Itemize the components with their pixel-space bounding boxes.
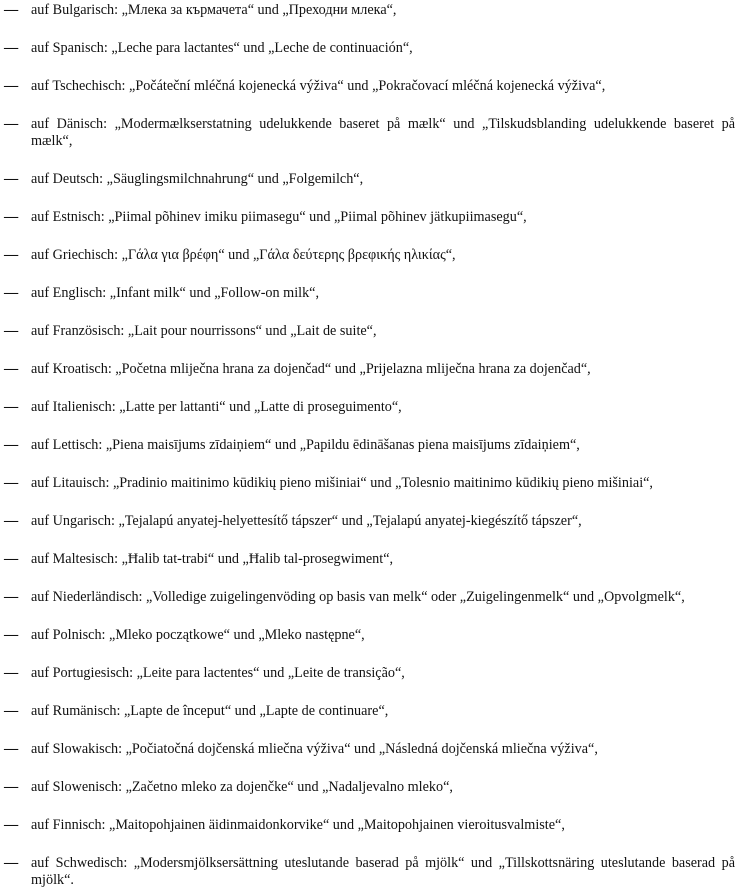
list-item [0,817,739,834]
dash-marker: — [4,171,19,187]
item-text: auf Finnisch: „Maitopohjainen äidinmaidonkorvike“ und „Maitopohjainen vieroitusvalmiste“, [31,817,565,833]
list-item [0,627,739,644]
item-text: auf Polnisch: „Mleko początkowe“ und „Mleko następne“, [31,627,365,643]
dash-marker: — [4,323,19,339]
dash-marker: — [4,285,19,301]
list-item [0,247,739,264]
item-text: auf Maltesisch: „Ħalib tat-trabi“ und „Ħalib tal-prosegwiment“, [31,551,394,567]
item-text: auf Französisch: „Lait pour nourrissons“ und „Lait de suite“, [31,323,377,339]
dash-marker: — [4,475,19,491]
list-item [0,437,739,454]
list-item [0,589,739,606]
item-text: auf Portugiesisch: „Leite para lactentes“ und „Leite de transição“, [31,665,405,681]
dash-marker: — [4,361,19,377]
item-text: auf Litauisch: „Pradinio maitinimo kūdikių pieno mišiniai“ und „Tolesnio maitinimo kūdikių pieno mišiniai“, [31,475,653,491]
dash-marker: — [4,627,19,643]
list-item [0,116,739,150]
dash-marker: — [4,665,19,681]
list-item [0,171,739,188]
dash-marker: — [4,741,19,757]
list-item [0,209,739,226]
item-text: auf Tschechisch: „Počáteční mléčná kojenecká výživa“ und „Pokračovací mléčná kojenecká výživa“, [31,78,606,94]
list-item [0,78,739,95]
item-text: auf Niederländisch: „Volledige zuigelingenvöding op basis van melk“ oder „Zuigelingenmelk“ und „Opvolgmelk“, [31,589,685,605]
list-item [0,475,739,492]
dash-marker: — [4,703,19,719]
item-text: auf Ungarisch: „Tejalapú anyatej-helyettesítő tápszer“ und „Tejalapú anyatej-kiegészítő tápszer“, [31,513,582,529]
item-text: auf Slowakisch: „Počiatočná dojčenská mliečna výživa“ und „Následná dojčenská mliečna výživa“, [31,741,598,757]
dash-marker: — [4,2,19,18]
item-text: auf Italienisch: „Latte per lattanti“ und „Latte di proseguimento“, [31,399,402,415]
list-item [0,855,739,889]
item-text: auf Englisch: „Infant milk“ und „Follow-on milk“, [31,285,320,301]
item-text: auf Kroatisch: „Početna mliječna hrana za dojenčad“ und „Prijelazna mliječna hrana za dojenčad“, [31,361,591,377]
dash-marker: — [4,116,19,132]
list-item [0,361,739,378]
dash-marker: — [4,209,19,225]
item-text: auf Schwedisch: „Modersmjölksersättning uteslutande baserad på mjölk“ und „Tillskottsnäring uteslutande baserad på mjölk“. [31,855,735,888]
list-item [0,40,739,57]
list-item [0,513,739,530]
list-item [0,285,739,302]
item-text: auf Dänisch: „Modermælkserstatning udelukkende baseret på mælk“ und „Tilskudsblanding udelukkende baseret på mælk“, [31,116,735,149]
item-text: auf Spanisch: „Leche para lactantes“ und „Leche de continuación“, [31,40,413,56]
list-item [0,703,739,720]
item-text: auf Lettisch: „Piena maisījums zīdaiņiem“ und „Papildu ēdināšanas piena maisījums zīdaiņiem“, [31,437,580,453]
dash-marker: — [4,247,19,263]
dash-marker: — [4,589,19,605]
dash-marker: — [4,779,19,795]
dash-marker: — [4,855,19,871]
dash-marker: — [4,399,19,415]
list-item [0,665,739,682]
dash-marker: — [4,78,19,94]
item-text: auf Bulgarisch: „Млека за кърмачета“ und „Преходни млека“, [31,2,397,18]
dash-marker: — [4,817,19,833]
dash-marker: — [4,40,19,56]
list-item [0,2,739,19]
list-item [0,741,739,758]
item-text: auf Griechisch: „Γάλα για βρέφη“ und „Γάλα δεύτερης βρεφικής ηλικίας“, [31,247,456,263]
list-item [0,323,739,340]
item-text: auf Deutsch: „Säuglingsmilchnahrung“ und „Folgemilch“, [31,171,364,187]
dash-marker: — [4,551,19,567]
item-text: auf Rumänisch: „Lapte de început“ und „Lapte de continuare“, [31,703,389,719]
item-text: auf Slowenisch: „Začetno mleko za dojenčke“ und „Nadaljevalno mleko“, [31,779,453,795]
item-text: auf Estnisch: „Piimal põhinev imiku piimasegu“ und „Piimal põhinev jätkupiimasegu“, [31,209,527,225]
list-item [0,399,739,416]
dash-marker: — [4,437,19,453]
list-item [0,779,739,796]
list-item [0,551,739,568]
dash-marker: — [4,513,19,529]
